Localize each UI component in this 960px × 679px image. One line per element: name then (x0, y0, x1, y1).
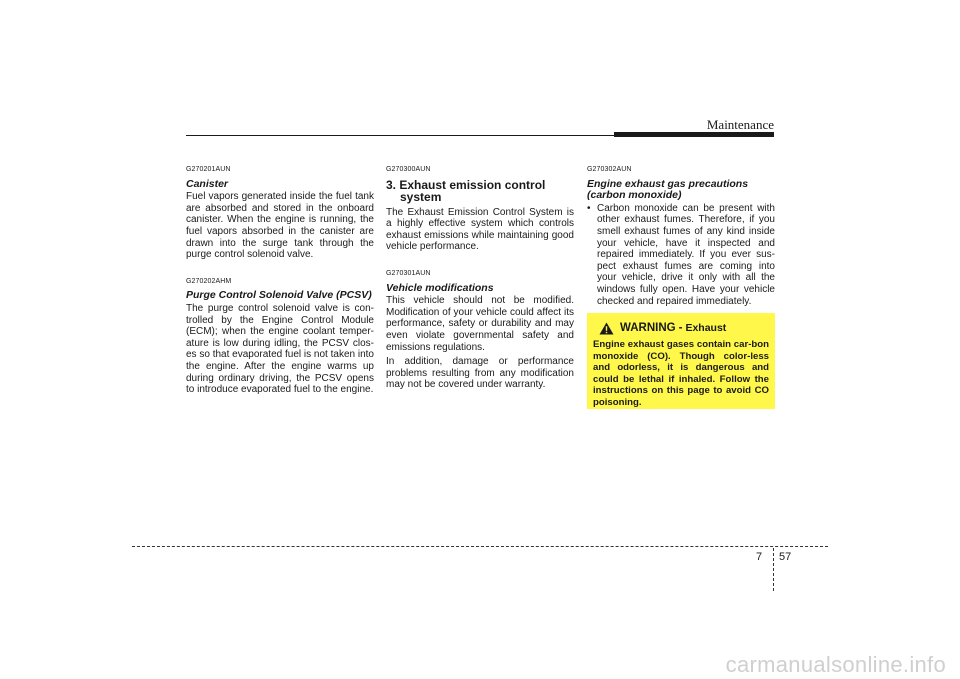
exhaust-precautions-heading: Engine exhaust gas precautions (carbon monoxide) (587, 177, 749, 202)
pcsv-paragraph: The purge control solenoid valve is con-trolled by the Engine Control Module (ECM); when the engine coolant temper-ature is low during idling, the PCSV clos-es so that evaporated fuel is not taken into the engine. After the engine warms up during ordinary driving, the PCSV opens to introduce evaporated fuel to the engine. (186, 302, 374, 396)
column-1 (186, 164, 374, 396)
canister-paragraph: Fuel vapors generated inside the fuel tank are absorbed and stored in the onboard canister. When the engine is running, the fuel vapors absorbed in the canister are drawn into the surge tank through the purge control solenoid valve. (186, 191, 374, 261)
footer-rule (132, 546, 828, 547)
canister-heading: Canister (186, 177, 229, 190)
page-number: 57 (779, 551, 792, 563)
modifications-paragraph: This vehicle should not be modified. Modification of your vehicle could affect its performance, safety or durability and may even violate governmental safety and emissions regulations. (386, 295, 574, 353)
section-code: G270202AHM (186, 277, 232, 285)
section-code: G270301AUN (386, 269, 431, 277)
warning-subject: Exhaust (685, 322, 727, 334)
exhaust-system-heading: 3. Exhaust emission control system (386, 177, 546, 205)
section-code: G270302AUN (587, 166, 632, 173)
chapter-number: 7 (756, 551, 763, 563)
bullet-text: Carbon monoxide can be present with other exhaust fumes. Therefore, if you smell exhaust fumes of any kind inside your vehicle, have it inspected and repaired immediately. If you ever sus-pect exhaust fumes are coming into your vehicle, drive it only with all the windows fully open. Have your vehicle checked and repaired immediately. (597, 202, 775, 307)
modifications-heading: Vehicle modifications (386, 281, 494, 294)
warning-dash: - (678, 322, 683, 334)
exhaust-system-paragraph: The Exhaust Emission Control System is a highly effective system which controls exhaust emissions while maintaining good vehicle performance. (386, 206, 574, 253)
warning-text: Engine exhaust gases contain car-bon monoxide (CO). Though color-less and odorless, it is dangerous and could be lethal if inhaled. Follow the instructions on this page to avoid CO poisoning. (593, 339, 769, 408)
warning-label: WARNING (620, 322, 676, 334)
section-code: G270201AUN (186, 166, 231, 173)
list-item (587, 203, 775, 307)
warning-header (593, 319, 769, 337)
warranty-paragraph: In addition, damage or performance problems resulting from any modification may not be covered under warranty. (386, 356, 574, 391)
bullet-mark: • (587, 202, 591, 214)
page-section-title: Maintenance (706, 117, 774, 132)
pcsv-heading: Purge Control Solenoid Valve (PCSV) (186, 289, 372, 302)
page-number-divider (773, 548, 774, 591)
warning-triangle-icon (599, 322, 614, 335)
warning-box (587, 313, 775, 409)
column-2 (386, 164, 574, 391)
header-rule (186, 135, 614, 136)
column-3 (587, 164, 775, 307)
section-code: G270300AUN (386, 166, 431, 173)
header-rule-accent (614, 132, 774, 137)
watermark: carmanualsonline.info (725, 652, 946, 677)
